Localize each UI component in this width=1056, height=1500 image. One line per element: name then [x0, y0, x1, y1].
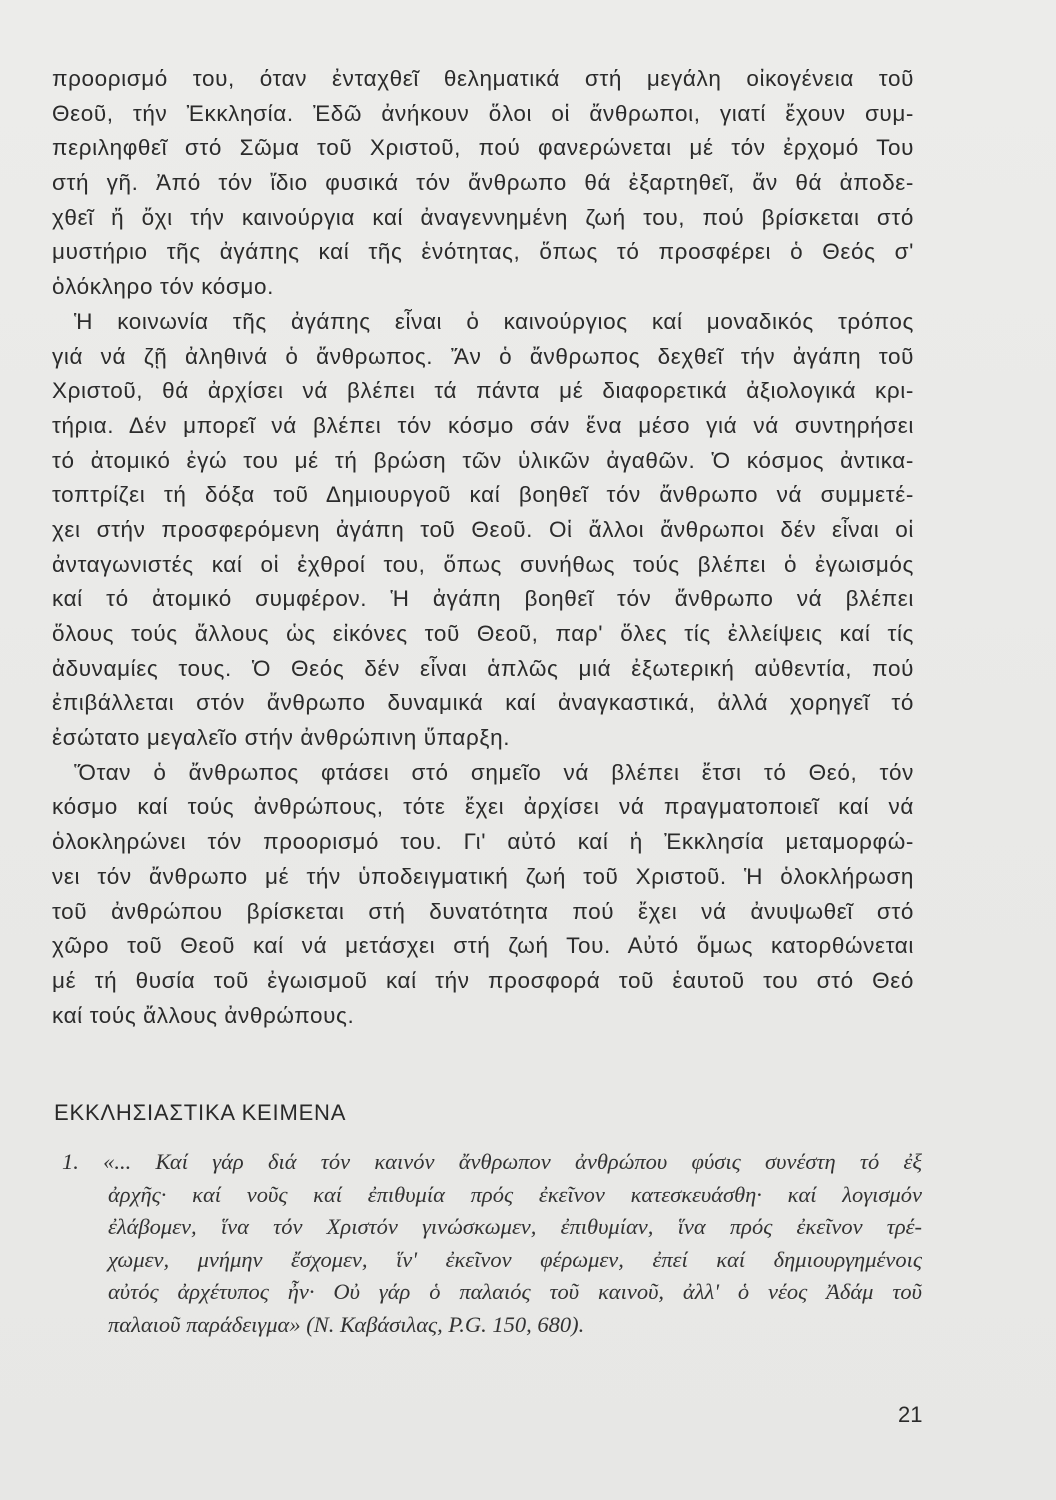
text-line: ἐπιβάλλεται στόν ἄνθρωπο δυναμικά καί ἀναγκαστικά, ἀλλά χορηγεῖ τό — [52, 690, 914, 716]
text-line: χῶρο τοῦ Θεοῦ καί νά μετάσχει στή ζωή Του. Αὐτό ὅμως κατορθώνεται — [52, 933, 914, 959]
text-line: ἀνταγωνιστές καί οἱ ἐχθροί του, ὅπως συνήθως τούς βλέπει ὁ ἐγωισμός — [52, 551, 914, 577]
text-line: καί τό ἀτομικό συμφέρον. Ἡ ἀγάπη βοηθεῖ τόν ἄνθρωπο νά βλέπει — [52, 586, 914, 612]
text-line: καί τούς ἄλλους ἀνθρώπους. — [52, 1002, 355, 1028]
text-line: ὅλους τούς ἄλλους ὡς εἰκόνες τοῦ Θεοῦ, παρ' ὅλες τίς ἐλλείψεις καί τίς — [52, 621, 914, 646]
text-line: ὁλόκληρο τόν κόσμο. — [52, 274, 274, 300]
quote-line: αὐτός ἀρχέτυπος ἦν· Οὐ γάρ ὁ παλαιός τοῦ καινοῦ, ἀλλ' ὁ νέος Ἀδάμ τοῦ — [108, 1279, 922, 1304]
text-line: Ἡ κοινωνία τῆς ἀγάπης εἶναι ὁ καινούργιος καί μοναδικός τρόπος — [74, 308, 914, 334]
text-line: στή γῆ. Ἀπό τόν ἴδιο φυσικά τόν ἄνθρωπο θά ἐξαρτηθεῖ, ἄν θά ἀποδε- — [52, 170, 914, 196]
text-line: χθεῖ ἤ ὄχι τήν καινούργια καί ἀναγεννημένη ζωή του, πού βρίσκεται στό — [52, 204, 914, 230]
quote-line: ἀρχῆς· καί νοῦς καί ἐπιθυμία πρός ἐκεῖνον κατεσκευάσθη· καί λογισμόν — [108, 1181, 922, 1207]
text-line: μέ τή θυσία τοῦ ἐγωισμοῦ καί τήν προσφορά τοῦ ἑαυτοῦ του στό Θεό — [52, 967, 914, 993]
text-line: προορισμό του, όταν ἐνταχθεῖ θεληματικά στή μεγάλη οἰκογένεια τοῦ — [52, 66, 914, 91]
text-line: Θεοῦ, τήν Ἐκκλησία. Ἐδῶ ἀνήκουν ὅλοι οἱ ἄνθρωποι, γιατί ἔχουν συμ- — [52, 100, 914, 126]
text-line: ὁλοκληρώνει τόν προορισμό του. Γι' αὐτό καί ἡ Ἐκκλησία μεταμορφώ- — [52, 829, 914, 855]
quote-line: χωμεν, μνήμην ἔσχομεν, ἵν' ἐκεῖνον φέρωμεν, ἐπεί καί δημιουργημένοις — [108, 1246, 922, 1272]
text-line: ἀδυναμίες τους. Ὁ Θεός δέν εἶναι ἁπλῶς μιά ἐξωτερική αὐθεντία, πού — [52, 655, 914, 681]
text-line: κόσμο καί τούς ἀνθρώπους, τότε ἔχει ἀρχίσει νά πραγματοποιεῖ καί νά — [52, 794, 914, 820]
text-line: τό ἀτομικό ἐγώ του μέ τή βρώση τῶν ὑλικῶν ἀγαθῶν. Ὁ κόσμος ἀντικα- — [52, 447, 914, 473]
text-line: περιληφθεῖ στό Σῶμα τοῦ Χριστοῦ, πού φανερώνεται μέ τόν ἐρχομό Του — [52, 135, 914, 161]
body-text — [52, 62, 914, 1033]
section-heading: ΕΚΚΛΗΣΙΑΣΤΙΚΑ ΚΕΙΜΕΝΑ — [54, 1100, 347, 1125]
text-line: νει τόν ἄνθρωπο μέ τήν ὑποδειγματική ζωή τοῦ Χριστοῦ. Ἡ ὁλοκλήρωση — [52, 863, 914, 889]
text-line: χει στήν προσφερόμενη ἀγάπη τοῦ Θεοῦ. Οἱ ἄλλοι ἄνθρωποι δέν εἶναι οἱ — [52, 516, 914, 542]
text-line: τήρια. Δέν μπορεῖ νά βλέπει τόν κόσμο σάν ἕνα μέσο γιά νά συντηρήσει — [52, 412, 914, 438]
text-line: Ὅταν ὁ ἄνθρωπος φτάσει στό σημεῖο νά βλέπει ἔτσι τό Θεό, τόν — [74, 759, 914, 785]
quote-block — [62, 1146, 922, 1341]
text-line: τοῦ ἀνθρώπου βρίσκεται στή δυνατότητα πού ἔχει νά ἀνυψωθεῖ στό — [52, 898, 914, 924]
page-number: 21 — [898, 1402, 923, 1427]
text-line: γιά νά ζῇ ἀληθινά ὁ ἄνθρωπος. Ἄν ὁ ἄνθρωπος δεχθεῖ τήν ἀγάπη τοῦ — [52, 343, 914, 369]
text-line: Χριστοῦ, θά ἀρχίσει νά βλέπει τά πάντα μέ διαφορετικά ἀξιολογικά κρι- — [52, 378, 914, 404]
quote-line: 1. «... Καί γάρ διά τόν καινόν ἄνθρωπον ἀνθρώπου φύσις συνέστη τό ἐξ — [62, 1149, 922, 1174]
text-line: τοπτρίζει τή δόξα τοῦ Δημιουργοῦ καί βοηθεῖ τόν ἄνθρωπο νά συμμετέ- — [52, 482, 914, 508]
quote-line: παλαιοῦ παράδειγμα» (Ν. Καβάσιλας, P.G. 150, 680). — [108, 1311, 585, 1337]
quote-line: ἐλάβομεν, ἵνα τόν Χριστόν γινώσκωμεν, ἐπιθυμίαν, ἵνα πρός ἐκεῖνον τρέ- — [108, 1214, 922, 1239]
text-line: μυστήριο τῆς ἀγάπης καί τῆς ἑνότητας, ὅπως τό προσφέρει ὁ Θεός σ' — [52, 239, 914, 265]
text-line: ἐσώτατο μεγαλεῖο στήν ἀνθρώπινη ὕπαρξη. — [52, 725, 511, 751]
